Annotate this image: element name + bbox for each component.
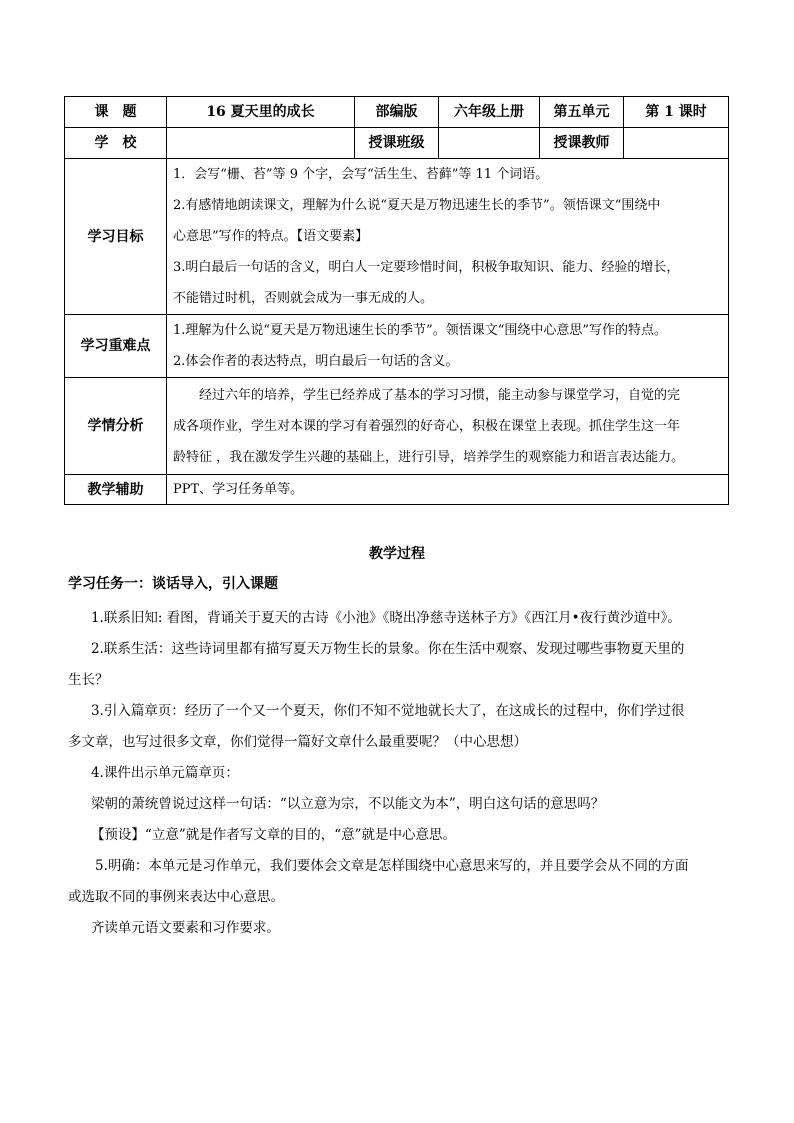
class-value xyxy=(439,128,540,159)
period-label: 第 1 课时 xyxy=(624,97,729,128)
process-line: 3.引入篇章页：经历了一个又一个夏天，你们不知不觉地就长大了，在这成长的过程中，你们学过很 xyxy=(90,703,685,719)
goals-content xyxy=(167,159,729,315)
process-line: 梁朝的萧统曾说过这样一句话：“以立意为宗，不以能文为本”，明白这句话的意思吗？ xyxy=(90,796,605,812)
goal-line: 3.明白最后一句话的含义，明白人一定要珍惜时间，积极争取知识、能力、经验的增长， xyxy=(173,260,680,275)
process-line: 4.课件出示单元篇章页： xyxy=(90,765,239,781)
table-row xyxy=(65,128,729,159)
grade-label: 六年级上册 xyxy=(439,97,540,128)
process-title: 教学过程 xyxy=(369,546,425,562)
process-line: 齐读单元语文要素和习作要求。 xyxy=(90,920,280,936)
key-point-line: 2.体会作者的表达特点，明白最后一句话的含义。 xyxy=(173,354,459,369)
table-row xyxy=(65,315,729,378)
lesson-info-table xyxy=(64,96,729,505)
aids-label: 教学辅助 xyxy=(65,475,167,505)
aids-value: PPT、学习任务单等。 xyxy=(167,475,729,505)
table-row xyxy=(65,378,729,475)
analysis-line: 龄特征 ，我在激发学生兴趣的基础上，进行引导，培养学生的观察能力和语言表达能力。 xyxy=(173,449,685,465)
process-body xyxy=(68,603,734,944)
table-row xyxy=(65,475,729,505)
teacher-value xyxy=(624,128,729,159)
goal-line: 1．会写“栅、苔”等 9 个字，会写“活生生、苔藓”等 11 个词语。 xyxy=(173,167,549,182)
process-line: 5.明确：本单元是习作单元，我们要体会文章是怎样围绕中心意思来写的，并且要学会从不同的方面 xyxy=(95,858,689,874)
goal-line: 2.有感情地朗读课文，理解为什么说“夏天是万物迅速生长的季节”。领悟课文“围绕中 xyxy=(173,198,661,213)
school-value xyxy=(167,128,355,159)
table-row xyxy=(65,159,729,315)
table-row xyxy=(65,97,729,128)
process-line: 多文章，也写过很多文章，你们觉得一篇好文章什么最重要呢？（中心思想） xyxy=(68,734,527,750)
goals-label: 学习目标 xyxy=(65,159,167,315)
process-line: 2.联系生活：这些诗词里都有描写夏天万物生长的景象。你在生活中观察、发现过哪些事物夏天里的 xyxy=(90,641,685,657)
process-line: 生长？ xyxy=(68,672,109,688)
key-point-line: 1.理解为什么说“夏天是万物迅速生长的季节”。领悟课文“围绕中心意思”写作的特点。 xyxy=(173,323,667,338)
process-line: 或选取不同的事例来表达中心意思。 xyxy=(68,889,284,905)
class-label: 授课班级 xyxy=(355,128,439,159)
school-label: 学 校 xyxy=(65,128,167,159)
analysis-line: 成各项作业，学生对本课的学习有着强烈的好奇心，积极在课堂上表现。抓住学生这一年 xyxy=(173,418,681,434)
key-points-label: 学习重难点 xyxy=(65,315,167,378)
lesson-label: 课 题 xyxy=(65,97,167,128)
analysis-content xyxy=(167,378,729,475)
analysis-label: 学情分析 xyxy=(65,378,167,475)
key-points-content xyxy=(167,315,729,378)
process-line: 1.联系旧知: 看图，背诵关于夏天的古诗《小池》《晓出净慈寺送林子方》《西江月•夜行黄沙道中》。 xyxy=(90,610,681,626)
process-line: 【预设】“立意”就是作者写文章的目的，“意”就是中心意思。 xyxy=(90,827,457,843)
goal-line: 不能错过时机，否则就会成为一事无成的人。 xyxy=(173,291,434,306)
task1-title: 学习任务一：谈话导入，引入课题 xyxy=(68,576,278,592)
analysis-line: 经过六年的培养，学生已经养成了基本的学习习惯，能主动参与课堂学习，自觉的完 xyxy=(199,387,681,403)
unit-label: 第五单元 xyxy=(540,97,624,128)
goal-line: 心意思”写作的特点。【语文要素】 xyxy=(173,229,369,244)
lesson-title: 16 夏天里的成长 xyxy=(167,97,355,128)
edition-label: 部编版 xyxy=(355,97,439,128)
teacher-label: 授课教师 xyxy=(540,128,624,159)
